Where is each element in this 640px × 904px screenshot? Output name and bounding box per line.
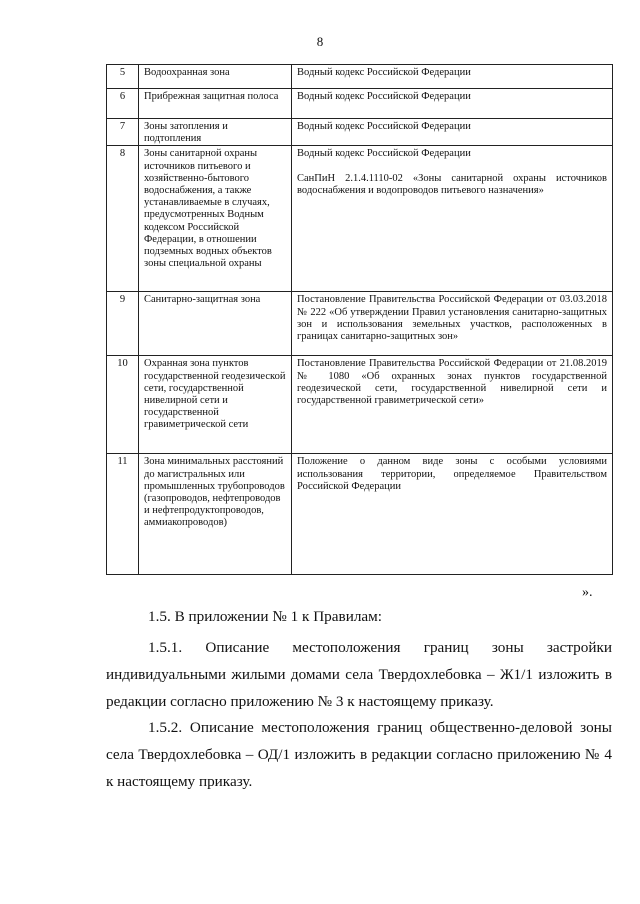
table-row [107, 356, 613, 454]
closing-quote: ». [582, 585, 593, 600]
zone-name: Зоны санитарной охраны источников питьевого и хозяйственно-бытового водоснабжения, а также устанавливаемые в случаях, предусмотренных Водным кодексом Российской Федерации, в отношении подземных водных объектов зоны специальной охраны [139, 146, 292, 292]
zone-name: Санитарно-защитная зона [139, 292, 292, 356]
paragraph-1-5-1: 1.5.1. Описание местоположения границ зоны застройки индивидуальными жилыми домами села Твердохлебовка – Ж1/1 изложить в редакции согласно приложению № 3 к настоящему приказу. [106, 639, 612, 710]
table-row [107, 146, 613, 292]
paragraph-1-5-2: 1.5.2. Описание местоположения границ общественно-деловой зоны села Твердохлебовка – ОД/1 изложить в редакции согласно приложению № 4 к настоящему приказу. [106, 719, 612, 790]
row-number: 10 [107, 356, 139, 454]
law-gap [297, 161, 607, 173]
table-row [107, 119, 613, 146]
table-row [107, 292, 613, 356]
zones-table [106, 64, 613, 575]
zone-name: Водоохранная зона [139, 65, 292, 89]
zone-name: Охранная зона пунктов государственной геодезической сети, государственной нивелирной сети и государственной гравиметрической сети [139, 356, 292, 454]
law-reference: Постановление Правительства Российской Федерации от 03.03.2018 № 222 «Об утверждении Правил установления санитарно-защитных зон и использования земельных участков, расположенных в границах санитарно-защитных зон» [297, 294, 607, 343]
zone-legal-basis [292, 356, 613, 454]
zone-legal-basis [292, 146, 613, 292]
paragraph-1-5: 1.5. В приложении № 1 к Правилам: [148, 608, 382, 625]
row-number: 8 [107, 146, 139, 292]
table-row [107, 65, 613, 89]
law-reference: Водный кодекс Российской Федерации [297, 67, 471, 78]
law-reference: Водный кодекс Российской Федерации [297, 121, 471, 132]
law-reference: Водный кодекс Российской Федерации [297, 91, 471, 102]
row-number: 6 [107, 89, 139, 119]
row-number: 5 [107, 65, 139, 89]
row-number: 9 [107, 292, 139, 356]
zone-legal-basis [292, 65, 613, 89]
law-reference: СанПиН 2.1.4.1110-02 «Зоны санитарной охраны источников водоснабжения и водопроводов питьевого назначения» [297, 172, 607, 196]
row-number: 11 [107, 454, 139, 575]
law-reference: Положение о данном виде зоны с особыми условиями использования территории, определяемое Правительством Российской Федерации [297, 456, 607, 492]
zone-legal-basis [292, 89, 613, 119]
row-number: 7 [107, 119, 139, 146]
zone-legal-basis [292, 119, 613, 146]
page-number: 8 [316, 34, 324, 49]
zone-name: Прибрежная защитная полоса [139, 89, 292, 119]
zone-name: Зоны затопления и подтопления [139, 119, 292, 146]
zone-name: Зона минимальных расстояний до магистральных или промышленных трубопроводов (газопроводов, нефтепроводов и нефтепродуктопроводов, аммиакопроводов) [139, 454, 292, 575]
zone-legal-basis [292, 454, 613, 575]
table-row [107, 454, 613, 575]
table-row [107, 89, 613, 119]
law-reference: Постановление Правительства Российской Федерации от 21.08.2019 № 1080 «Об охранных зонах пунктов государственной геодезической сети, государственной нивелирной сети и государственной гравиметрической сети» [297, 358, 607, 407]
law-reference: Водный кодекс Российской Федерации [297, 148, 471, 160]
zone-legal-basis [292, 292, 613, 356]
